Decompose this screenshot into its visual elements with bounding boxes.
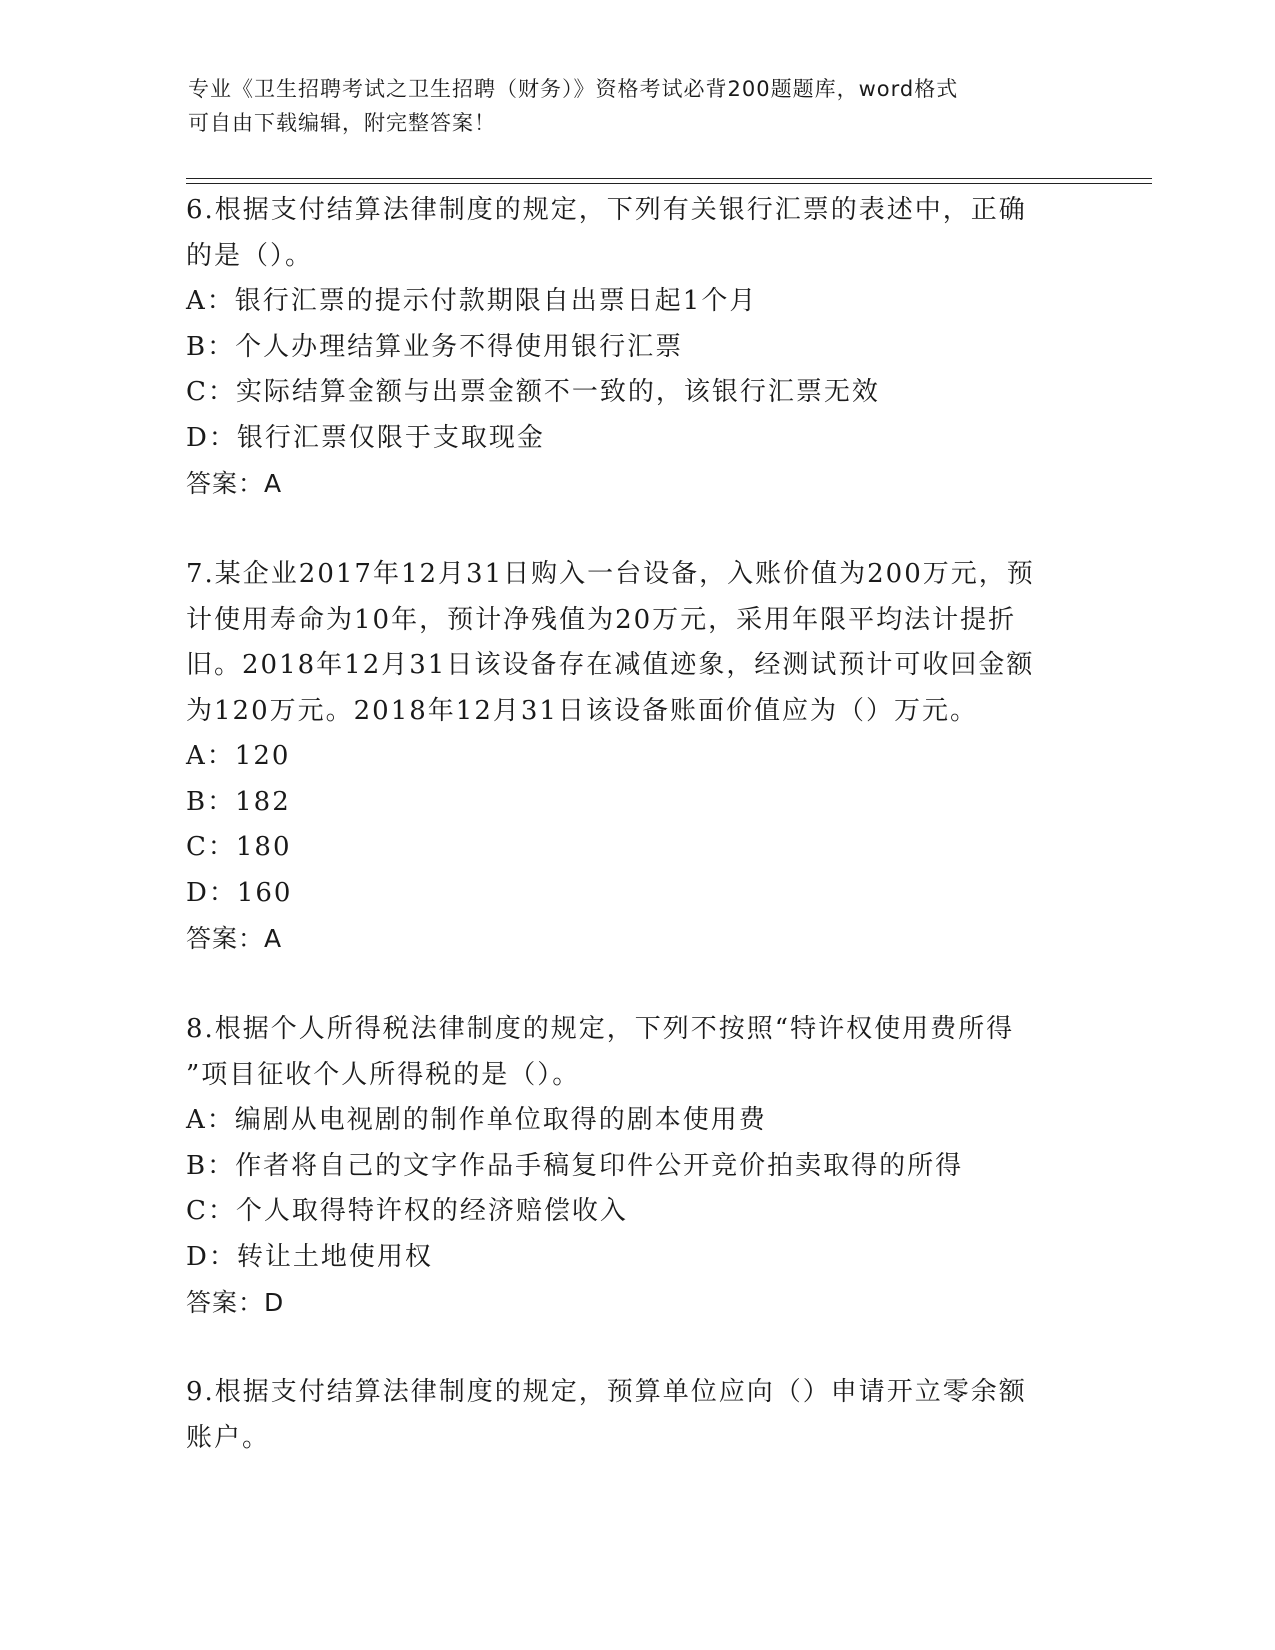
answer: 答案：A [186, 469, 283, 498]
question-6 [186, 188, 1066, 507]
question-stem: 8.根据个人所得税法律制度的规定，下列不按照“特许权使用费所得 ”项目征收个人所得税的是（）。 [186, 1014, 1015, 1090]
option-c: C：实际结算金额与出票金额不一致的，该银行汇票无效 [186, 377, 880, 407]
header-divider-top [186, 178, 1152, 179]
option-b: B：作者将自己的文字作品手稿复印件公开竞价拍卖取得的所得 [186, 1150, 964, 1181]
option-d: D：转让土地使用权 [186, 1241, 433, 1272]
option-c: C：个人取得特许权的经济赔偿收入 [186, 1196, 628, 1226]
option-c: C：180 [186, 832, 292, 862]
option-d: D：160 [186, 877, 293, 908]
document-header: 专业《卫生招聘考试之卫生招聘（财务）》资格考试必背200题题库，word格式 可自由下载编辑，附完整答案！ [188, 77, 959, 135]
option-d: D：银行汇票仅限于支取现金 [186, 422, 545, 453]
question-7 [186, 552, 1066, 962]
option-a: A：编剧从电视剧的制作单位取得的剧本使用费 [186, 1105, 767, 1135]
header-divider-bottom [186, 183, 1152, 184]
question-8 [186, 1007, 1066, 1326]
answer: 答案：A [186, 924, 283, 953]
question-9 [186, 1370, 1066, 1461]
option-a: A：120 [186, 741, 291, 771]
question-stem: 9.根据支付结算法律制度的规定，预算单位应向（）申请开立零余额 账户。 [186, 1377, 1027, 1453]
question-stem: 6.根据支付结算法律制度的规定，下列有关银行汇票的表述中，正确 的是（）。 [186, 195, 1027, 271]
question-stem: 7.某企业2017年12月31日购入一台设备，入账价值为200万元，预 计使用寿命为10年，预计净残值为20万元，采用年限平均法计提折 旧。2018年12月31日该设备存在减值迹象，经测试预计可收回金额 为120万元。2018年12月31日该设备账面价值应为（）万元。 [186, 559, 1035, 726]
option-b: B：个人办理结算业务不得使用银行汇票 [186, 331, 684, 362]
option-b: B：182 [186, 786, 291, 817]
option-a: A：银行汇票的提示付款期限自出票日起1个月 [186, 286, 758, 316]
answer: 答案：D [186, 1288, 285, 1317]
